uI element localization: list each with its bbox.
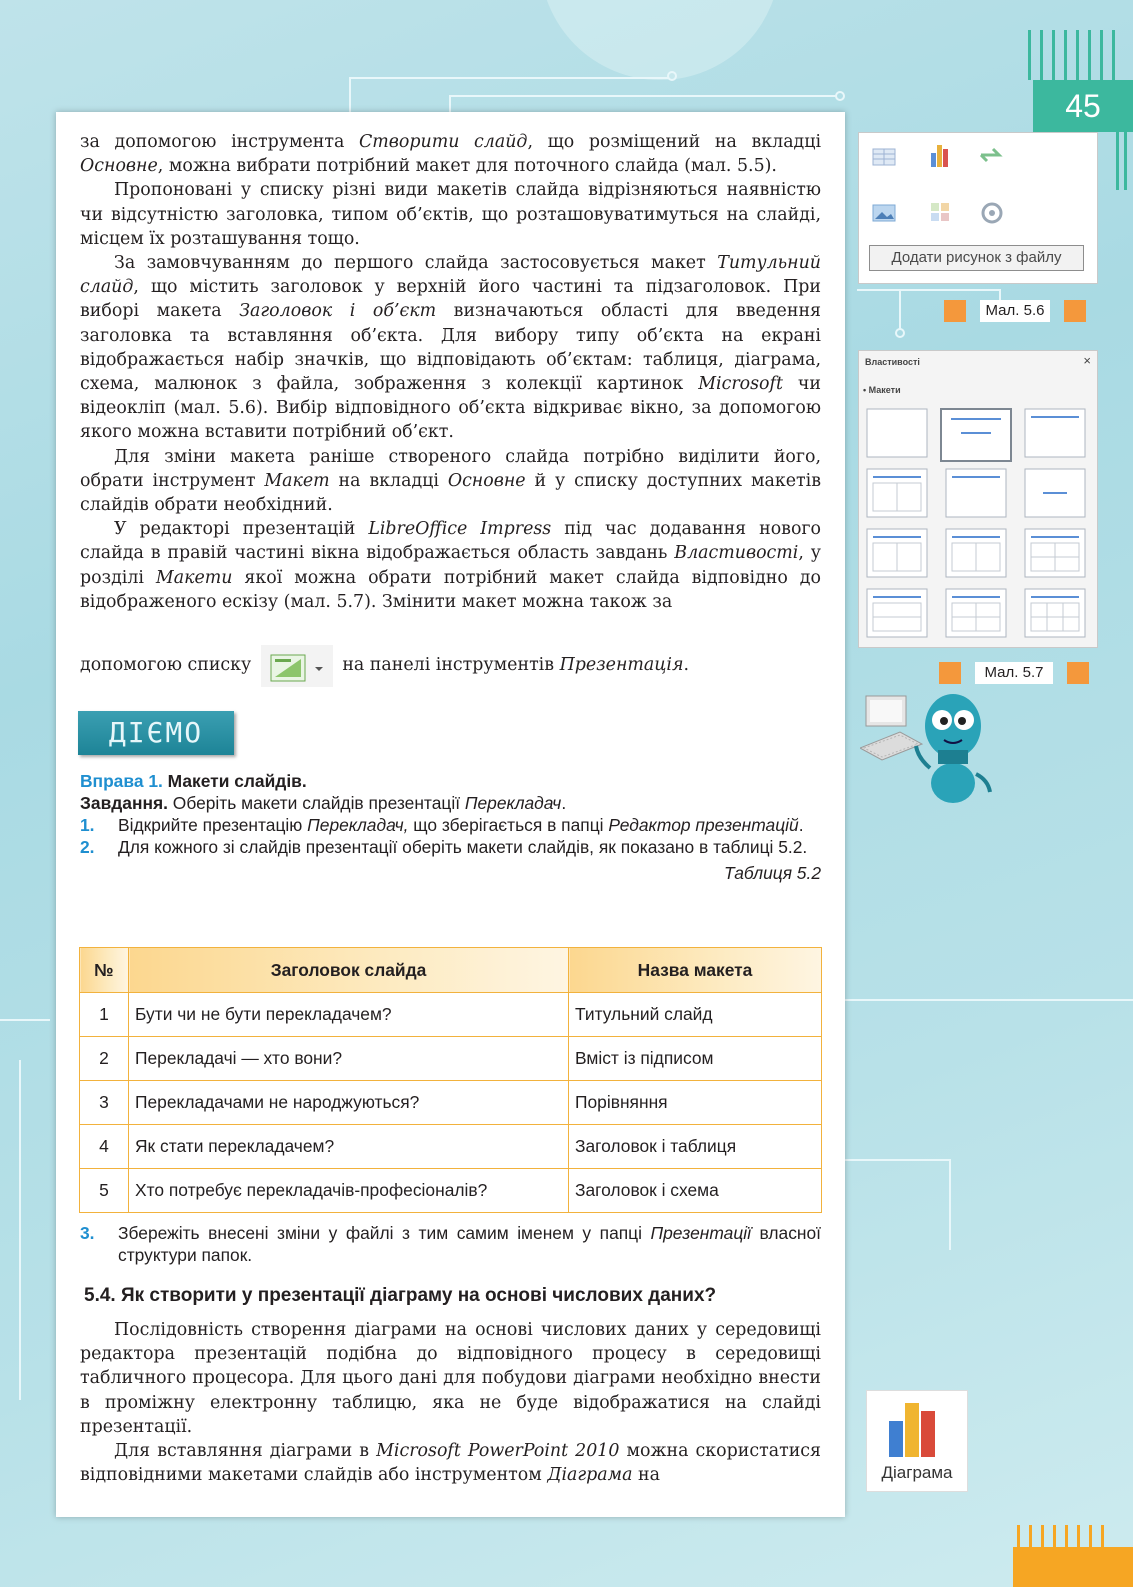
step-3-block	[80, 1222, 821, 1266]
cell-layout-name: Титульний слайд	[569, 993, 822, 1037]
layouts-section-label: • Макети	[863, 385, 901, 395]
paragraph-7: Для вставляння діаграми в Microsoft PowerPoint 2010 можна скористатися відповідними макетами слайдів або інструментом Діаграма на	[80, 1441, 822, 1486]
table-row	[80, 1081, 822, 1125]
cell-number: 2	[80, 1037, 129, 1081]
paragraph-1: за допомогою інструмента Створити слайд, що розміщений на вкладці Основне, можна вибрати потрібний макет для поточного слайда (мал. 5.5).	[80, 132, 822, 177]
step-2: 2. Для кожного зі слайдів презентації оберіть макети слайдів, як показано в таблиці 5.2.	[80, 837, 808, 857]
cell-number: 1	[80, 993, 129, 1037]
body-text-top	[80, 130, 821, 614]
chart-tool-label: Діаграма	[881, 1463, 953, 1482]
properties-panel-title: Властивості	[865, 357, 920, 367]
paragraph-3: За замовчуванням до першого слайда застосовується макет Титульний слайд, що містить заголовок у верхній його частині та підзаголовок. При виборі макета Заголовок і об’єкт визначаються області для введення заголовка та вставляння об’єкта. Для вибору типу об’єкта на екрані відображається набір значків, що відповідають об’єктам: таблиця, діаграма, схема, малюнок з файла, зображення з колекції картинок Microsoft чи відеокліп (мал. 5.6). Вибір відповідного об’єкта відкриває вікно, за допомогою якого можна вставити потрібний об’єкт.	[80, 253, 822, 443]
cell-slide-title: Як стати перекладачем?	[129, 1125, 569, 1169]
paragraph-4: Для зміни макета раніше створеного слайда потрібно виділити його, обрати інструмент Макет на вкладці Основне й у списку доступних макетів слайдів обрати необхідний.	[80, 446, 821, 516]
chart-tool-button[interactable]	[866, 1390, 968, 1492]
chart-icon	[931, 145, 948, 167]
table-icon	[873, 149, 895, 165]
cell-layout-name: Вміст із підписом	[569, 1037, 822, 1081]
cell-layout-name: Заголовок і схема	[569, 1169, 822, 1213]
picture-icon	[873, 205, 895, 221]
figure-5-7-caption: Мал. 5.7	[975, 662, 1053, 684]
page-number: 45	[1033, 80, 1133, 132]
chart-icon	[867, 1391, 967, 1461]
table-row	[80, 993, 822, 1037]
body-text-bottom	[80, 1318, 821, 1487]
clipart-icon	[931, 203, 949, 221]
paragraph-2: Пропоновані у списку різні види макетів слайда відрізняються наявністю чи відсутністю заголовка, типом об’єктів, що розташовуватимуться на слайді, місцем їх розташування тощо.	[80, 180, 821, 249]
figure-5-7	[858, 350, 1098, 648]
smartart-icon	[981, 149, 999, 161]
step-3: 3. Збережіть внесені зміни у файлі з тим самим іменем у папці Презентації власної структури папок.	[80, 1223, 821, 1265]
paragraph-6: Послідовність створення діаграми на основі числових даних у середовищі редактора презентацій подібна до відповідного процесу в середовищі табличного процесора. Для цього дані для побудови діаграми необхідно внести в проміжну електронну таблицю, яка не буде відображатися на слайді презентації.	[80, 1320, 821, 1437]
layouts-table	[79, 947, 822, 1213]
paragraph-5-end: допомогою списку на панелі інструментів Презентація.	[80, 653, 821, 677]
table-row	[80, 1037, 822, 1081]
decor-orange-combs	[1013, 1525, 1133, 1587]
cell-number: 4	[80, 1125, 129, 1169]
header-slide-title: Заголовок слайда	[129, 948, 569, 993]
exercise-title: Вправа 1. Макети слайдів.	[80, 771, 307, 791]
cell-layout-name: Порівняння	[569, 1081, 822, 1125]
table-caption: Таблиця 5.2	[723, 863, 821, 883]
layout-thumbnails	[859, 351, 1097, 647]
table-row	[80, 1125, 822, 1169]
figure-5-6	[858, 132, 1098, 284]
cell-slide-title: Хто потребує перекладачів-професіоналів?	[129, 1169, 569, 1213]
close-icon[interactable]: ×	[1083, 353, 1091, 368]
header-layout-name: Назва макета	[569, 948, 822, 993]
exercise-task: Завдання. Оберіть макети слайдів презентації Перекладач.	[80, 793, 567, 813]
cell-slide-title: Перекладачами не народжуються?	[129, 1081, 569, 1125]
cell-number: 3	[80, 1081, 129, 1125]
section-heading: 5.4. Як створити у презентації діаграму на основі числових даних?	[84, 1285, 717, 1306]
cell-number: 5	[80, 1169, 129, 1213]
table-row	[80, 1169, 822, 1213]
insert-picture-tooltip: Додати рисунок з файлу	[869, 245, 1084, 271]
robot-illustration	[860, 688, 1000, 808]
diemo-label: ДІЄМО	[78, 711, 234, 755]
figure-5-6-caption: Мал. 5.6	[980, 300, 1050, 322]
header-number: №	[80, 948, 129, 993]
layout-dropdown-button[interactable]	[261, 645, 333, 687]
cell-slide-title: Бути чи не бути перекладачем?	[129, 993, 569, 1037]
table-header-row	[80, 948, 822, 993]
cell-slide-title: Перекладачі — хто вони?	[129, 1037, 569, 1081]
cell-layout-name: Заголовок і таблиця	[569, 1125, 822, 1169]
step-1: 1. Відкрийте презентацію Перекладач, що зберігається в папці Редактор презентацій.	[80, 815, 804, 835]
paragraph-5: У редакторі презентацій LibreOffice Impress під час додавання нового слайда в правій частині вікна відображається область завдань Властивості, у розділі Макети якої можна обрати потрібний макет слайда відповідно до відображеного ескізу (мал. 5.7). Змінити макет можна також за	[80, 519, 822, 612]
video-icon	[983, 204, 1001, 222]
exercise-block	[80, 770, 821, 884]
